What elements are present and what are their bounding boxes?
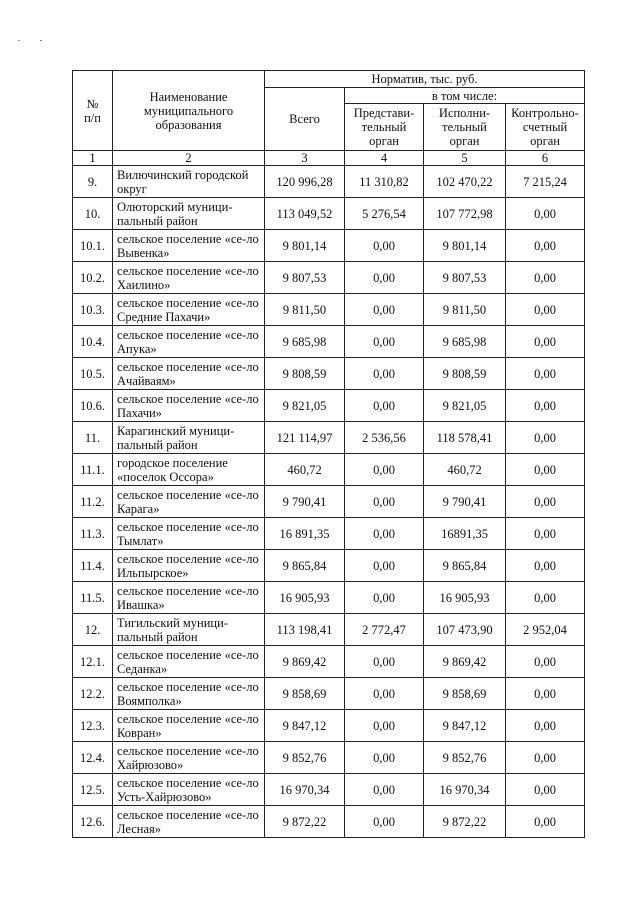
row-rep: 5 276,54 bbox=[345, 198, 424, 230]
row-exec: 9 801,14 bbox=[424, 230, 506, 262]
row-rep: 0,00 bbox=[345, 262, 424, 294]
row-total: 113 198,41 bbox=[265, 614, 345, 646]
row-exec: 16891,35 bbox=[424, 518, 506, 550]
row-control: 0,00 bbox=[506, 742, 585, 774]
table-row bbox=[73, 422, 585, 454]
row-total: 16 891,35 bbox=[265, 518, 345, 550]
col-number: 5 bbox=[424, 151, 506, 166]
norms-table bbox=[72, 70, 585, 838]
row-name: сельское поселение «се-ло Ильпырское» bbox=[113, 550, 265, 582]
row-rep: 0,00 bbox=[345, 486, 424, 518]
row-name: Карагинский муници-пальный район bbox=[113, 422, 265, 454]
row-rep: 0,00 bbox=[345, 678, 424, 710]
row-exec: 9 685,98 bbox=[424, 326, 506, 358]
row-exec: 9 808,59 bbox=[424, 358, 506, 390]
row-control: 0,00 bbox=[506, 230, 585, 262]
row-name: сельское поселение «се-ло Средние Пахачи» bbox=[113, 294, 265, 326]
header-num: № п/п bbox=[73, 71, 113, 151]
row-control: 0,00 bbox=[506, 710, 585, 742]
row-exec: 107 772,98 bbox=[424, 198, 506, 230]
row-num: 11.5. bbox=[73, 582, 113, 614]
row-name: Олюторский муници-пальный район bbox=[113, 198, 265, 230]
row-exec: 460,72 bbox=[424, 454, 506, 486]
row-control: 2 952,04 bbox=[506, 614, 585, 646]
header-including: в том числе: bbox=[345, 88, 585, 104]
row-control: 0,00 bbox=[506, 806, 585, 838]
row-name: сельское поселение «се-ло Седанка» bbox=[113, 646, 265, 678]
row-total: 16 970,34 bbox=[265, 774, 345, 806]
row-exec: 9 847,12 bbox=[424, 710, 506, 742]
table-row bbox=[73, 678, 585, 710]
row-num: 12. bbox=[73, 614, 113, 646]
row-exec: 9 852,76 bbox=[424, 742, 506, 774]
row-num: 10.6. bbox=[73, 390, 113, 422]
row-exec: 102 470,22 bbox=[424, 166, 506, 198]
row-num: 12.1. bbox=[73, 646, 113, 678]
row-control: 0,00 bbox=[506, 518, 585, 550]
row-num: 12.4. bbox=[73, 742, 113, 774]
row-rep: 0,00 bbox=[345, 646, 424, 678]
table-row bbox=[73, 486, 585, 518]
row-total: 9 807,53 bbox=[265, 262, 345, 294]
row-name: сельское поселение «се-ло Ачайваям» bbox=[113, 358, 265, 390]
row-rep: 0,00 bbox=[345, 774, 424, 806]
row-total: 9 811,50 bbox=[265, 294, 345, 326]
row-total: 9 852,76 bbox=[265, 742, 345, 774]
header-rep: Представи- тельный орган bbox=[345, 104, 424, 151]
row-rep: 0,00 bbox=[345, 326, 424, 358]
table-row bbox=[73, 294, 585, 326]
table-row bbox=[73, 390, 585, 422]
row-rep: 0,00 bbox=[345, 582, 424, 614]
row-rep: 2 772,47 bbox=[345, 614, 424, 646]
row-control: 0,00 bbox=[506, 326, 585, 358]
row-rep: 0,00 bbox=[345, 550, 424, 582]
row-control: 0,00 bbox=[506, 262, 585, 294]
scan-speck bbox=[18, 40, 20, 41]
row-num: 12.5. bbox=[73, 774, 113, 806]
row-total: 120 996,28 bbox=[265, 166, 345, 198]
row-num: 10.4. bbox=[73, 326, 113, 358]
row-exec: 9 869,42 bbox=[424, 646, 506, 678]
row-name: сельское поселение «се-ло Усть-Хайрюзово» bbox=[113, 774, 265, 806]
row-exec: 16 970,34 bbox=[424, 774, 506, 806]
row-total: 460,72 bbox=[265, 454, 345, 486]
row-total: 9 869,42 bbox=[265, 646, 345, 678]
row-control: 0,00 bbox=[506, 294, 585, 326]
row-total: 9 858,69 bbox=[265, 678, 345, 710]
table-row bbox=[73, 614, 585, 646]
row-name: городское поселение «поселок Оссора» bbox=[113, 454, 265, 486]
header-control: Контрольно- счетный орган bbox=[506, 104, 585, 151]
table-row bbox=[73, 166, 585, 198]
row-num: 10.2. bbox=[73, 262, 113, 294]
row-num: 10.1. bbox=[73, 230, 113, 262]
table-row bbox=[73, 710, 585, 742]
row-num: 10. bbox=[73, 198, 113, 230]
row-name: сельское поселение «се-ло Ковран» bbox=[113, 710, 265, 742]
row-total: 9 801,14 bbox=[265, 230, 345, 262]
row-total: 9 865,84 bbox=[265, 550, 345, 582]
row-exec: 16 905,93 bbox=[424, 582, 506, 614]
row-num: 12.6. bbox=[73, 806, 113, 838]
row-num: 11.1. bbox=[73, 454, 113, 486]
row-num: 12.3. bbox=[73, 710, 113, 742]
col-number: 2 bbox=[113, 151, 265, 166]
table-row bbox=[73, 454, 585, 486]
table-row bbox=[73, 742, 585, 774]
row-control: 0,00 bbox=[506, 774, 585, 806]
row-control: 0,00 bbox=[506, 422, 585, 454]
row-exec: 118 578,41 bbox=[424, 422, 506, 454]
table-row bbox=[73, 358, 585, 390]
row-exec: 9 807,53 bbox=[424, 262, 506, 294]
row-rep: 0,00 bbox=[345, 806, 424, 838]
row-control: 0,00 bbox=[506, 486, 585, 518]
header-name: Наименование муниципального образования bbox=[113, 71, 265, 151]
table-row bbox=[73, 198, 585, 230]
row-name: Вилючинский городской округ bbox=[113, 166, 265, 198]
row-total: 113 049,52 bbox=[265, 198, 345, 230]
row-num: 11. bbox=[73, 422, 113, 454]
col-number: 4 bbox=[345, 151, 424, 166]
scan-speck bbox=[40, 40, 42, 41]
row-name: сельское поселение «се-ло Воямполка» bbox=[113, 678, 265, 710]
table-row bbox=[73, 518, 585, 550]
row-total: 9 685,98 bbox=[265, 326, 345, 358]
col-number: 3 bbox=[265, 151, 345, 166]
row-exec: 9 858,69 bbox=[424, 678, 506, 710]
row-name: сельское поселение «се-ло Лесная» bbox=[113, 806, 265, 838]
row-num: 12.2. bbox=[73, 678, 113, 710]
row-rep: 11 310,82 bbox=[345, 166, 424, 198]
row-control: 0,00 bbox=[506, 390, 585, 422]
row-total: 121 114,97 bbox=[265, 422, 345, 454]
col-number: 1 bbox=[73, 151, 113, 166]
row-rep: 0,00 bbox=[345, 742, 424, 774]
row-name: сельское поселение «се-ло Хаилино» bbox=[113, 262, 265, 294]
row-total: 9 808,59 bbox=[265, 358, 345, 390]
row-control: 0,00 bbox=[506, 646, 585, 678]
row-name: сельское поселение «се-ло Хайрюзово» bbox=[113, 742, 265, 774]
row-name: сельское поселение «се-ло Тымлат» bbox=[113, 518, 265, 550]
header-total: Всего bbox=[265, 88, 345, 151]
row-rep: 2 536,56 bbox=[345, 422, 424, 454]
table-row bbox=[73, 806, 585, 838]
row-rep: 0,00 bbox=[345, 710, 424, 742]
row-total: 16 905,93 bbox=[265, 582, 345, 614]
row-control: 7 215,24 bbox=[506, 166, 585, 198]
row-name: Тигильский муници-пальный район bbox=[113, 614, 265, 646]
row-name: сельское поселение «се-ло Пахачи» bbox=[113, 390, 265, 422]
row-exec: 9 821,05 bbox=[424, 390, 506, 422]
column-number-row bbox=[73, 151, 585, 166]
row-num: 11.3. bbox=[73, 518, 113, 550]
col-number: 6 bbox=[506, 151, 585, 166]
row-control: 0,00 bbox=[506, 198, 585, 230]
table-row bbox=[73, 646, 585, 678]
row-exec: 9 790,41 bbox=[424, 486, 506, 518]
table-row bbox=[73, 230, 585, 262]
row-rep: 0,00 bbox=[345, 230, 424, 262]
row-rep: 0,00 bbox=[345, 518, 424, 550]
row-num: 11.2. bbox=[73, 486, 113, 518]
row-num: 10.5. bbox=[73, 358, 113, 390]
row-rep: 0,00 bbox=[345, 454, 424, 486]
header-exec: Исполни- тельный орган bbox=[424, 104, 506, 151]
row-total: 9 872,22 bbox=[265, 806, 345, 838]
row-rep: 0,00 bbox=[345, 294, 424, 326]
table-row bbox=[73, 326, 585, 358]
row-control: 0,00 bbox=[506, 358, 585, 390]
row-total: 9 790,41 bbox=[265, 486, 345, 518]
header-norm-title: Норматив, тыс. руб. bbox=[265, 71, 585, 88]
row-exec: 9 865,84 bbox=[424, 550, 506, 582]
table-row bbox=[73, 262, 585, 294]
row-name: сельское поселение «се-ло Карага» bbox=[113, 486, 265, 518]
row-name: сельское поселение «се-ло Вывенка» bbox=[113, 230, 265, 262]
row-rep: 0,00 bbox=[345, 358, 424, 390]
row-control: 0,00 bbox=[506, 454, 585, 486]
row-exec: 9 872,22 bbox=[424, 806, 506, 838]
row-rep: 0,00 bbox=[345, 390, 424, 422]
row-num: 10.3. bbox=[73, 294, 113, 326]
row-control: 0,00 bbox=[506, 678, 585, 710]
row-total: 9 821,05 bbox=[265, 390, 345, 422]
table-row bbox=[73, 550, 585, 582]
table-row bbox=[73, 774, 585, 806]
row-control: 0,00 bbox=[506, 550, 585, 582]
row-name: сельское поселение «се-ло Апука» bbox=[113, 326, 265, 358]
table-row bbox=[73, 582, 585, 614]
row-total: 9 847,12 bbox=[265, 710, 345, 742]
row-exec: 9 811,50 bbox=[424, 294, 506, 326]
row-num: 9. bbox=[73, 166, 113, 198]
row-exec: 107 473,90 bbox=[424, 614, 506, 646]
row-name: сельское поселение «се-ло Ивашка» bbox=[113, 582, 265, 614]
row-num: 11.4. bbox=[73, 550, 113, 582]
row-control: 0,00 bbox=[506, 582, 585, 614]
table-body bbox=[73, 166, 585, 838]
